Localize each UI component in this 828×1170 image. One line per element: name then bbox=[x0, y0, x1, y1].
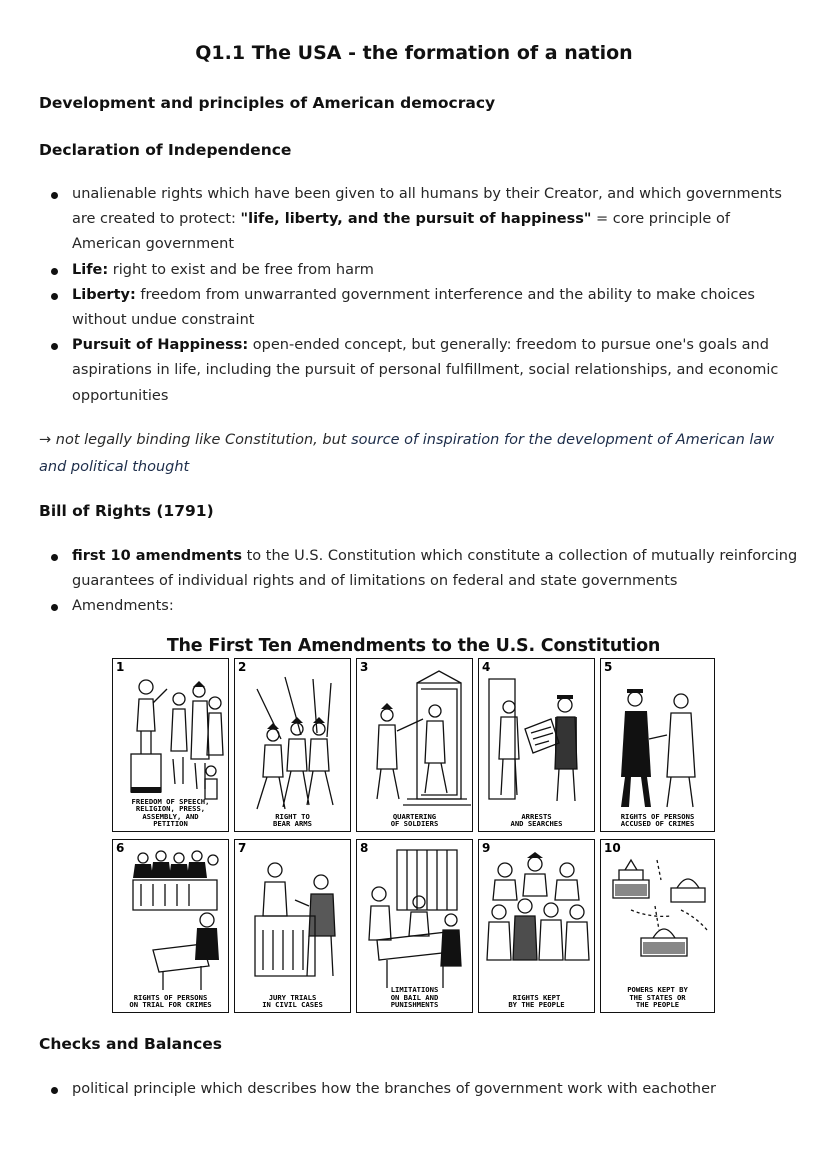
panel-number: 4 bbox=[482, 660, 491, 674]
amendment-panel-7 bbox=[234, 839, 351, 1013]
amendment-panel-3 bbox=[356, 658, 473, 832]
amendment-panel-2 bbox=[234, 658, 351, 832]
panel-number: 10 bbox=[604, 841, 621, 855]
panel-caption: QUARTERING OF SOLDIERS bbox=[390, 811, 439, 829]
panel-number: 9 bbox=[482, 841, 491, 855]
section-heading-declaration: Declaration of Independence bbox=[39, 141, 292, 159]
panel-caption: JURY TRIALS IN CIVIL CASES bbox=[262, 992, 323, 1010]
quartering-illustration bbox=[357, 659, 473, 832]
figure-title: The First Ten Amendments to the U.S. Constitution bbox=[166, 636, 661, 656]
people-illustration bbox=[479, 840, 595, 1013]
amendment-panel-4 bbox=[478, 658, 595, 832]
panel-number: 6 bbox=[116, 841, 125, 855]
trial-illustration bbox=[113, 840, 229, 1013]
search-warrant-illustration bbox=[479, 659, 595, 832]
note-paragraph: → not legally binding like Constitution, but source of inspiration for the development of American law and political thought bbox=[39, 432, 775, 475]
amendment-panel-1 bbox=[112, 658, 229, 832]
panel-caption: FREEDOM OF SPEECH, RELIGION, PRESS, ASSEMBLY, AND PETITION bbox=[131, 796, 210, 829]
panel-number: 5 bbox=[604, 660, 613, 674]
list-item: Liberty: freedom from unwarranted government interference and the ability to make choices without undue constraint bbox=[39, 283, 799, 333]
amendment-panel-5 bbox=[600, 658, 715, 832]
list-item: first 10 amendments to the U.S. Constitution which constitute a collection of mutually reinforcing guarantees of individual rights and of limitations on federal and state governments bbox=[39, 544, 799, 594]
panel-caption: POWERS KEPT BY THE STATES OR THE PEOPLE bbox=[627, 985, 688, 1010]
panel-number: 7 bbox=[238, 841, 247, 855]
list-item: Life: right to exist and be free from harm bbox=[39, 258, 799, 283]
panel-caption: RIGHTS OF PERSONS ACCUSED OF CRIMES bbox=[620, 811, 695, 829]
panel-number: 1 bbox=[116, 660, 125, 674]
soldiers-illustration bbox=[235, 659, 351, 832]
panel-caption: RIGHTS KEPT BY THE PEOPLE bbox=[508, 992, 565, 1010]
amendment-panel-6 bbox=[112, 839, 229, 1013]
accused-illustration bbox=[601, 659, 715, 832]
amendment-panel-8 bbox=[356, 839, 473, 1013]
list-item: Amendments: bbox=[39, 594, 799, 619]
amendment-panel-10 bbox=[600, 839, 715, 1013]
section-heading-bill-of-rights: Bill of Rights (1791) bbox=[39, 502, 214, 520]
panel-caption: LIMITATIONS ON BAIL AND PUNISHMENTS bbox=[390, 985, 439, 1010]
page-title: Q1.1 The USA - the formation of a nation bbox=[195, 42, 633, 64]
checks-list bbox=[39, 1077, 799, 1102]
bill-of-rights-list bbox=[39, 544, 799, 620]
section-heading-checks: Checks and Balances bbox=[39, 1035, 223, 1053]
jury-illustration bbox=[235, 840, 351, 1013]
list-item: Pursuit of Happiness: open-ended concept, but generally: freedom to pursue one's goals and aspirations in life, including the pursuit of personal fulfillment, social relationships, and economic opportunities bbox=[39, 333, 799, 409]
panel-caption: RIGHT TO BEAR ARMS bbox=[273, 811, 312, 829]
panel-number: 8 bbox=[360, 841, 369, 855]
amendment-panel-9 bbox=[478, 839, 595, 1013]
declaration-list bbox=[39, 182, 799, 409]
panel-caption: ARRESTS AND SEARCHES bbox=[510, 811, 563, 829]
amendments-illustration bbox=[111, 636, 716, 1014]
panel-number: 2 bbox=[238, 660, 247, 674]
panel-caption: RIGHTS OF PERSONS ON TRIAL FOR CRIMES bbox=[129, 992, 212, 1010]
list-item: unalienable rights which have been given to all humans by their Creator, and which governments are created to protect: "life, liberty, and the pursuit of happiness" = core principle of American government bbox=[39, 182, 799, 258]
section-heading-development: Development and principles of American democracy bbox=[39, 94, 496, 112]
panel-number: 3 bbox=[360, 660, 369, 674]
list-item: political principle which describes how the branches of government work with eachother bbox=[39, 1077, 799, 1102]
